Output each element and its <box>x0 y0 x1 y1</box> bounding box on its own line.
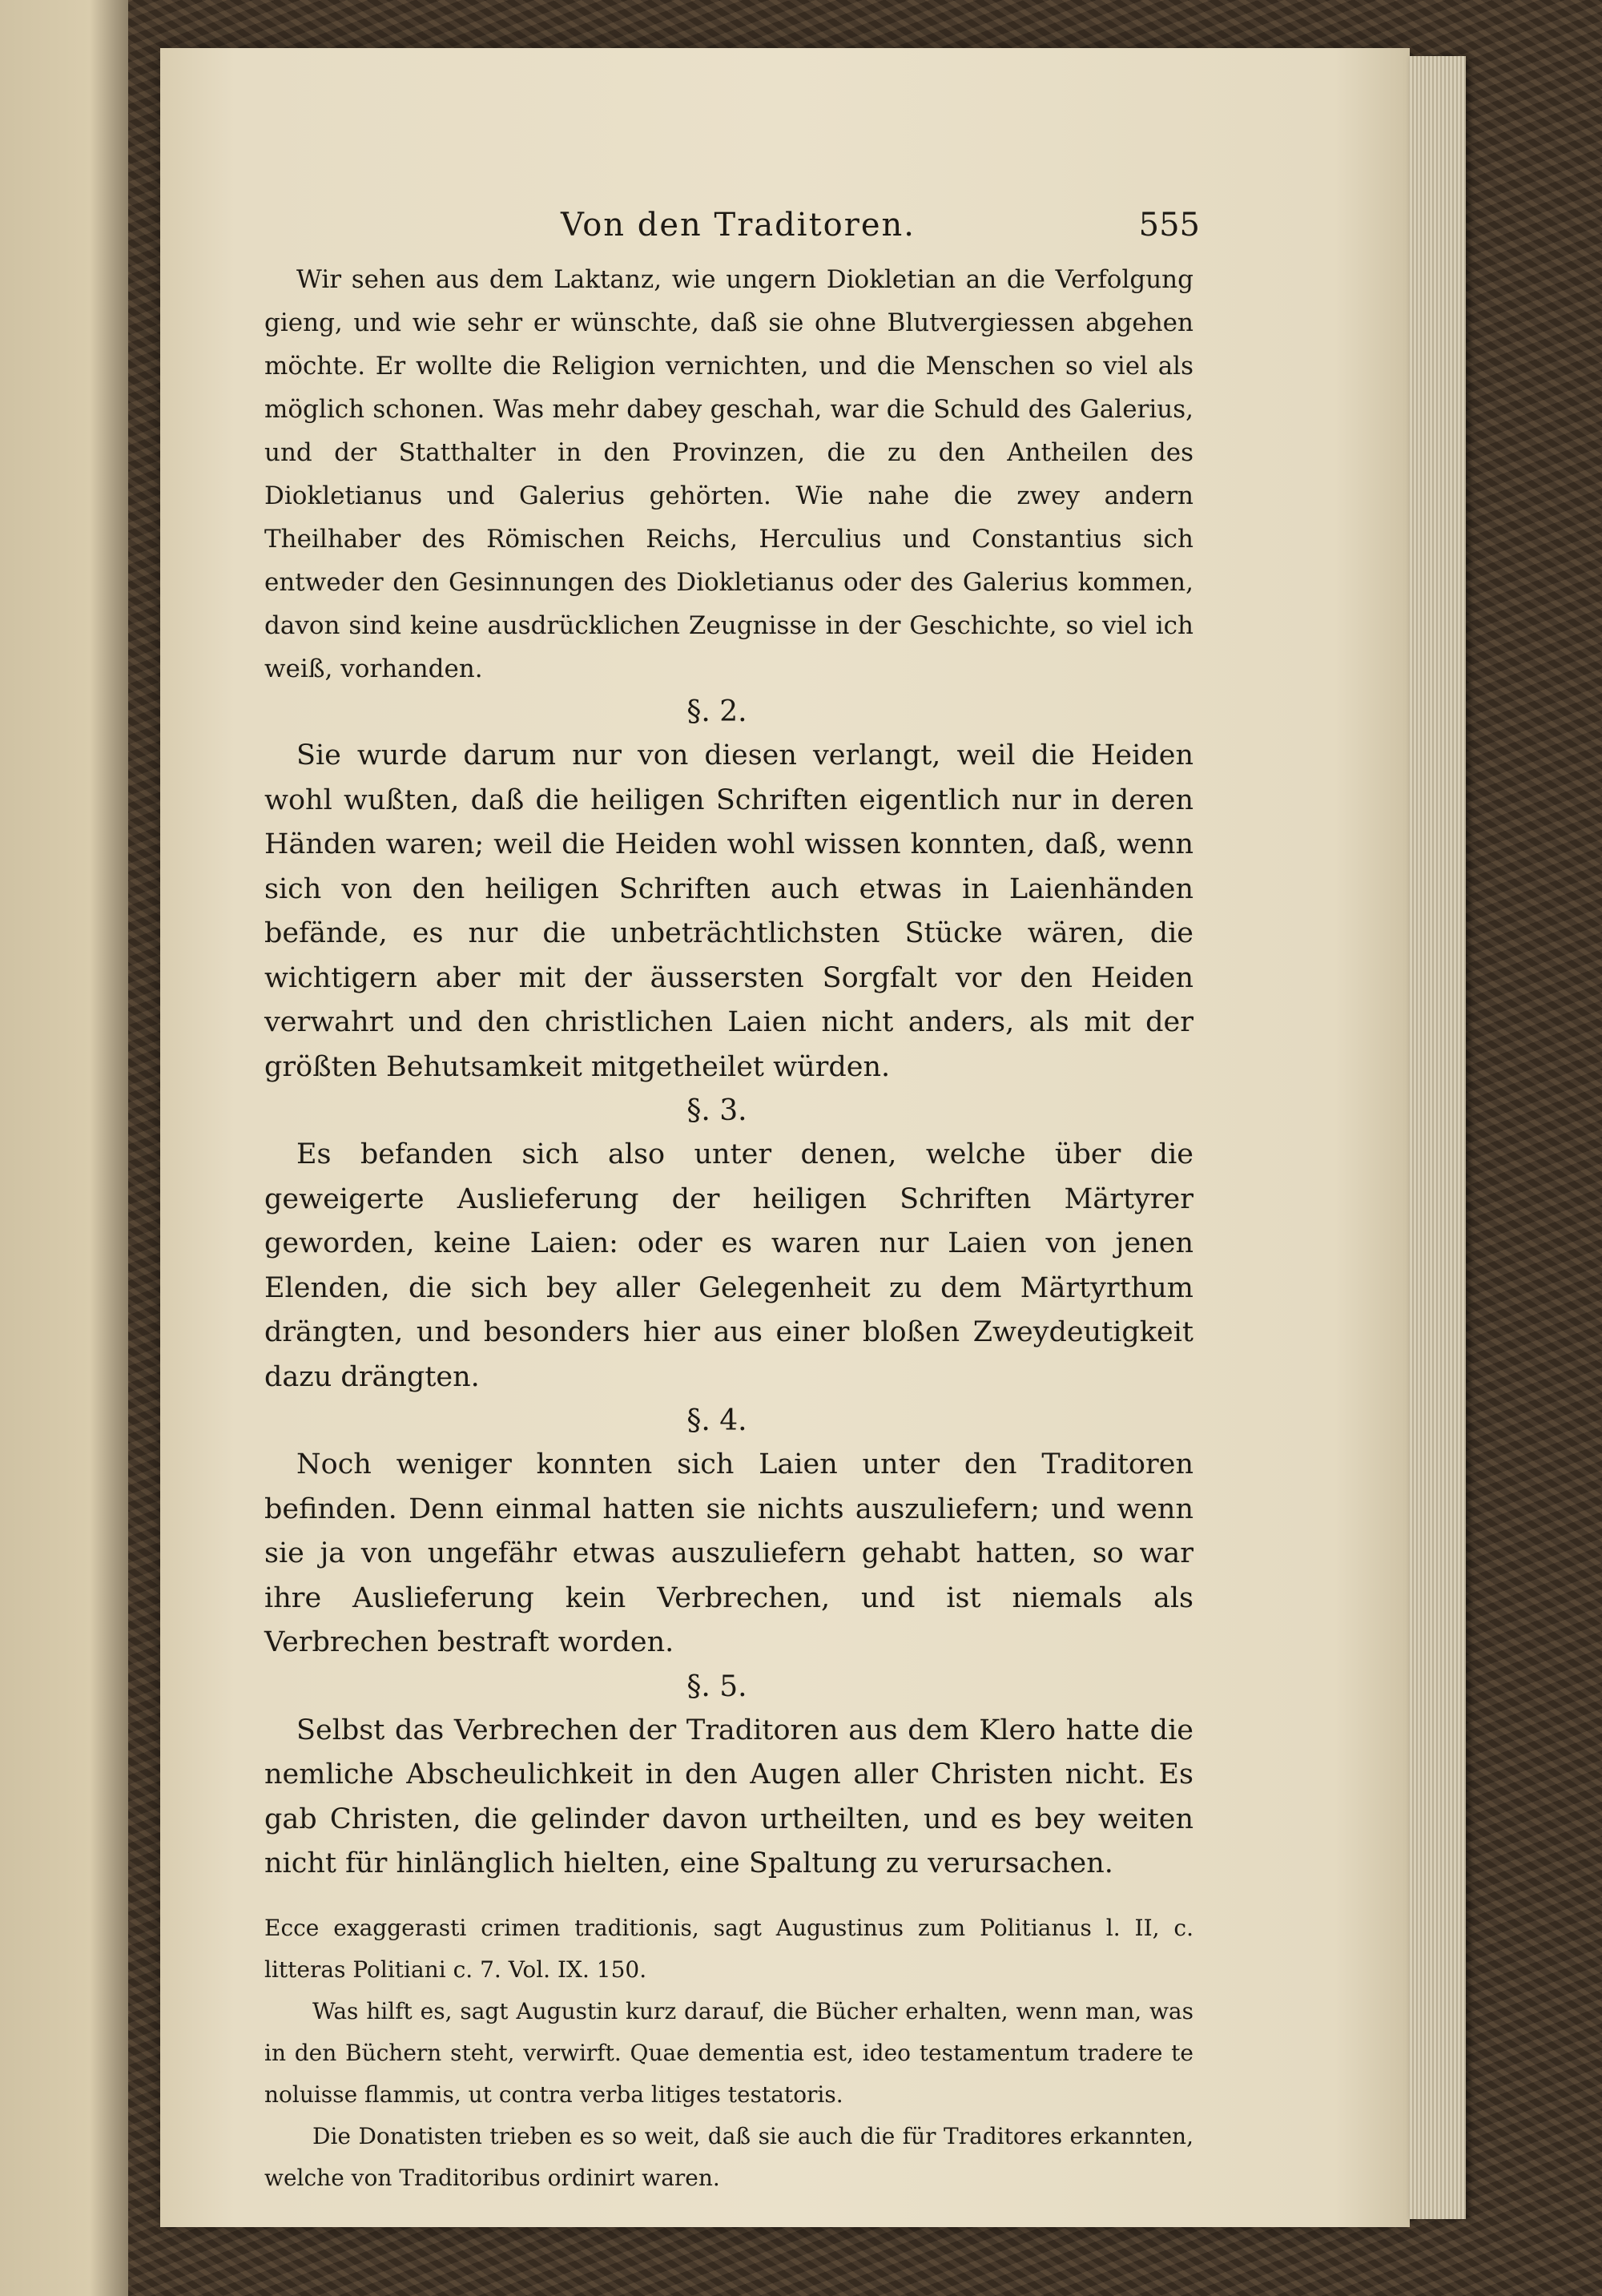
running-title: Von den Traditoren. <box>561 207 916 244</box>
section-heading-2: §. 2. <box>686 695 747 728</box>
footnotes <box>264 1907 1193 2199</box>
paragraph-section-2: Sie wurde darum nur von diesen verlangt, weil die Heiden wohl wußten, daß die heiligen Schriften eigentlich nur in deren Händen waren; weil die Heiden wohl wissen konnten, daß, wenn sich von den heiligen Schriften auch etwas in Laienhänden befände, es nur die unbeträchtlichsten Stücke wären, die wichtigern aber mit der äussersten Sorgfalt vor den Heiden verwahrt und den christlichen Laien nicht anders, als mit der größten Behutsamkeit mitgetheilet würden. <box>264 739 1193 1083</box>
paragraph-section-3: Es befanden sich also unter denen, welche über die geweigerte Auslieferung der heiligen Schriften Märtyrer geworden, keine Laien: oder es waren nur Laien von jenen Elenden, die sich bey aller Gelegenheit zu dem Märtyrthum drängten, und besonders hier aus einer bloßen Zweydeutigkeit dazu drängten. <box>264 1138 1193 1393</box>
section-heading-3: §. 3. <box>686 1094 747 1127</box>
section-heading-4: §. 4. <box>686 1404 747 1437</box>
facing-page-edge <box>0 0 128 2296</box>
footnote: Ecce exaggerasti crimen traditionis, sagt Augustinus zum Politianus l. II, c. litteras Politiani c. 7. Vol. IX. 150. <box>264 1914 1193 1983</box>
page-number: 555 <box>1138 207 1200 244</box>
page-stack-edge <box>1410 56 1466 2219</box>
page-header <box>264 207 1200 258</box>
page-content <box>264 207 1200 2199</box>
footnote: Die Donatisten trieben es so weit, daß sie auch die für Traditores erkannten, welche von Traditoribus ordinirt waren. <box>264 2122 1193 2191</box>
paragraph-intro: Wir sehen aus dem Laktanz, wie ungern Diokletian an die Verfolgung gieng, und wie sehr er wünschte, daß sie ohne Blutvergiessen abgehen möchte. Er wollte die Religion vernichten, und die Menschen so viel als möglich schonen. Was mehr dabey geschah, war die Schuld des Galerius, und der Statthalter in den Provinzen, die zu den Antheilen des Diokletianus und Galerius gehörten. Wie nahe die zwey andern Theilhaber des Römischen Reichs, Herculius und Constantius sich entweder den Gesinnungen des Diokletianus oder des Galerius kommen, davon sind keine ausdrücklichen Zeugnisse in der Geschichte, so viel ich weiß, vorhanden. <box>264 265 1193 683</box>
section-heading-5: §. 5. <box>686 1670 747 1703</box>
paragraph-section-4: Noch weniger konnten sich Laien unter den Traditoren befinden. Denn einmal hatten sie nichts auszuliefern; und wenn sie ja von ungefähr etwas auszuliefern gehabt hatten, so war ihre Auslieferung kein Verbrechen, und ist niemals als Verbrechen bestraft worden. <box>264 1448 1193 1658</box>
footnote: Was hilft es, sagt Augustin kurz darauf, die Bücher erhalten, wenn man, was in den Büchern steht, verwirft. Quae dementia est, ideo testamentum tradere te noluisse flammis, ut contra verba litiges testatoris. <box>264 1997 1193 2108</box>
paragraph-section-5: Selbst das Verbrechen der Traditoren aus dem Klero hatte die nemliche Abscheulichkeit in den Augen aller Christen nicht. Es gab Christen, die gelinder davon urtheilten, und es bey weiten nicht für hinlänglich hielten, eine Spaltung zu verursachen. <box>264 1714 1193 1879</box>
